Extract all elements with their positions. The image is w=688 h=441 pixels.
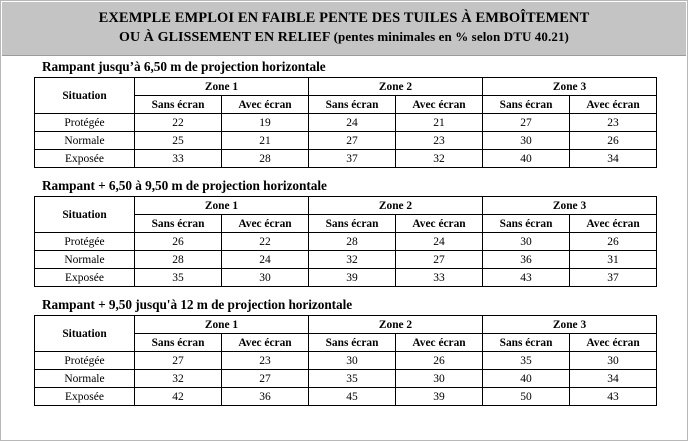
header-situation: Situation [35, 316, 135, 352]
cell-value: 39 [309, 269, 396, 287]
cell-value: 37 [309, 150, 396, 168]
cell-value: 32 [396, 150, 483, 168]
table-header-row-zones [35, 78, 657, 96]
cell-value: 19 [222, 114, 309, 132]
header-zone-3: Zone 3 [483, 78, 657, 96]
section-heading: Rampant + 6,50 à 9,50 m de projection horizontale [42, 178, 327, 193]
cell-value: 23 [396, 132, 483, 150]
header-avec-ecran-z3: Avec écran [570, 334, 657, 352]
cell-value: 50 [483, 388, 570, 406]
header-situation: Situation [35, 197, 135, 233]
cell-value: 21 [222, 132, 309, 150]
header-sans-ecran-z1: Sans écran [135, 215, 222, 233]
row-label: Normale [35, 132, 135, 150]
cell-value: 40 [483, 370, 570, 388]
document-title-band [2, 2, 686, 56]
section-rampant-3 [34, 297, 656, 406]
header-avec-ecran-z1: Avec écran [222, 215, 309, 233]
header-sans-ecran-z3: Sans écran [483, 215, 570, 233]
header-zone-3: Zone 3 [483, 316, 657, 334]
cell-value: 26 [570, 132, 657, 150]
header-sans-ecran-z1: Sans écran [135, 334, 222, 352]
cell-value: 26 [135, 233, 222, 251]
cell-value: 39 [396, 388, 483, 406]
table-row [35, 269, 657, 287]
document-title-line-1: EXEMPLE EMPLOI EN FAIBLE PENTE DES TUILES À EMBOÎTEMENT [98, 9, 590, 26]
header-avec-ecran-z2: Avec écran [396, 215, 483, 233]
pente-table [34, 315, 657, 406]
cell-value: 27 [483, 114, 570, 132]
table-row [35, 370, 657, 388]
table-row [35, 352, 657, 370]
pente-table [34, 77, 657, 168]
row-label: Exposée [35, 388, 135, 406]
cell-value: 32 [309, 251, 396, 269]
cell-value: 45 [309, 388, 396, 406]
cell-value: 32 [135, 370, 222, 388]
header-zone-1: Zone 1 [135, 197, 309, 215]
header-zone-2: Zone 2 [309, 78, 483, 96]
row-label: Normale [35, 370, 135, 388]
header-sans-ecran-z3: Sans écran [483, 96, 570, 114]
cell-value: 35 [309, 370, 396, 388]
cell-value: 36 [222, 388, 309, 406]
row-label: Protégée [35, 352, 135, 370]
cell-value: 26 [570, 233, 657, 251]
cell-value: 37 [570, 269, 657, 287]
cell-value: 34 [570, 150, 657, 168]
cell-value: 33 [135, 150, 222, 168]
cell-value: 28 [222, 150, 309, 168]
cell-value: 27 [222, 370, 309, 388]
cell-value: 22 [222, 233, 309, 251]
cell-value: 27 [396, 251, 483, 269]
row-label: Exposée [35, 269, 135, 287]
header-avec-ecran-z3: Avec écran [570, 215, 657, 233]
header-zone-2: Zone 2 [309, 316, 483, 334]
row-label: Protégée [35, 233, 135, 251]
cell-value: 24 [222, 251, 309, 269]
cell-value: 34 [570, 370, 657, 388]
cell-value: 28 [135, 251, 222, 269]
header-sans-ecran-z2: Sans écran [309, 334, 396, 352]
table-row [35, 114, 657, 132]
cell-value: 40 [483, 150, 570, 168]
header-sans-ecran-z2: Sans écran [309, 96, 396, 114]
table-row [35, 150, 657, 168]
cell-value: 30 [396, 370, 483, 388]
cell-value: 30 [483, 233, 570, 251]
cell-value: 22 [135, 114, 222, 132]
document-title-line-2-main: OU À GLISSEMENT EN RELIEF [119, 30, 334, 46]
document-title-line-2-parenthetical: (pentes minimales en % selon DTU 40.21) [333, 29, 569, 45]
cell-value: 27 [135, 352, 222, 370]
header-sans-ecran-z3: Sans écran [483, 334, 570, 352]
table-header-row-zones [35, 316, 657, 334]
cell-value: 35 [135, 269, 222, 287]
cell-value: 43 [570, 388, 657, 406]
cell-value: 24 [396, 233, 483, 251]
cell-value: 43 [483, 269, 570, 287]
cell-value: 35 [483, 352, 570, 370]
pente-table [34, 196, 657, 287]
section-rampant-1 [34, 59, 656, 168]
cell-value: 28 [309, 233, 396, 251]
header-sans-ecran-z1: Sans écran [135, 96, 222, 114]
table-row [35, 132, 657, 150]
cell-value: 30 [309, 352, 396, 370]
header-zone-3: Zone 3 [483, 197, 657, 215]
row-label: Exposée [35, 150, 135, 168]
cell-value: 23 [570, 114, 657, 132]
header-avec-ecran-z2: Avec écran [396, 96, 483, 114]
table-row [35, 251, 657, 269]
section-heading: Rampant jusqu’à 6,50 m de projection horizontale [42, 59, 326, 74]
header-avec-ecran-z3: Avec écran [570, 96, 657, 114]
cell-value: 30 [222, 269, 309, 287]
cell-value: 21 [396, 114, 483, 132]
cell-value: 30 [570, 352, 657, 370]
header-situation: Situation [35, 78, 135, 114]
document-body [34, 59, 656, 416]
row-label: Protégée [35, 114, 135, 132]
cell-value: 27 [309, 132, 396, 150]
header-avec-ecran-z2: Avec écran [396, 334, 483, 352]
section-rampant-2 [34, 178, 656, 287]
header-zone-1: Zone 1 [135, 78, 309, 96]
header-sans-ecran-z2: Sans écran [309, 215, 396, 233]
cell-value: 36 [483, 251, 570, 269]
header-zone-2: Zone 2 [309, 197, 483, 215]
cell-value: 30 [483, 132, 570, 150]
cell-value: 31 [570, 251, 657, 269]
table-row [35, 233, 657, 251]
table-header-row-zones [35, 197, 657, 215]
cell-value: 24 [309, 114, 396, 132]
cell-value: 33 [396, 269, 483, 287]
cell-value: 23 [222, 352, 309, 370]
cell-value: 26 [396, 352, 483, 370]
table-row [35, 388, 657, 406]
row-label: Normale [35, 251, 135, 269]
header-avec-ecran-z1: Avec écran [222, 96, 309, 114]
header-zone-1: Zone 1 [135, 316, 309, 334]
header-avec-ecran-z1: Avec écran [222, 334, 309, 352]
cell-value: 42 [135, 388, 222, 406]
section-heading: Rampant + 9,50 jusqu'à 12 m de projection horizontale [42, 297, 353, 312]
document-title-line-2 [119, 28, 569, 48]
cell-value: 25 [135, 132, 222, 150]
